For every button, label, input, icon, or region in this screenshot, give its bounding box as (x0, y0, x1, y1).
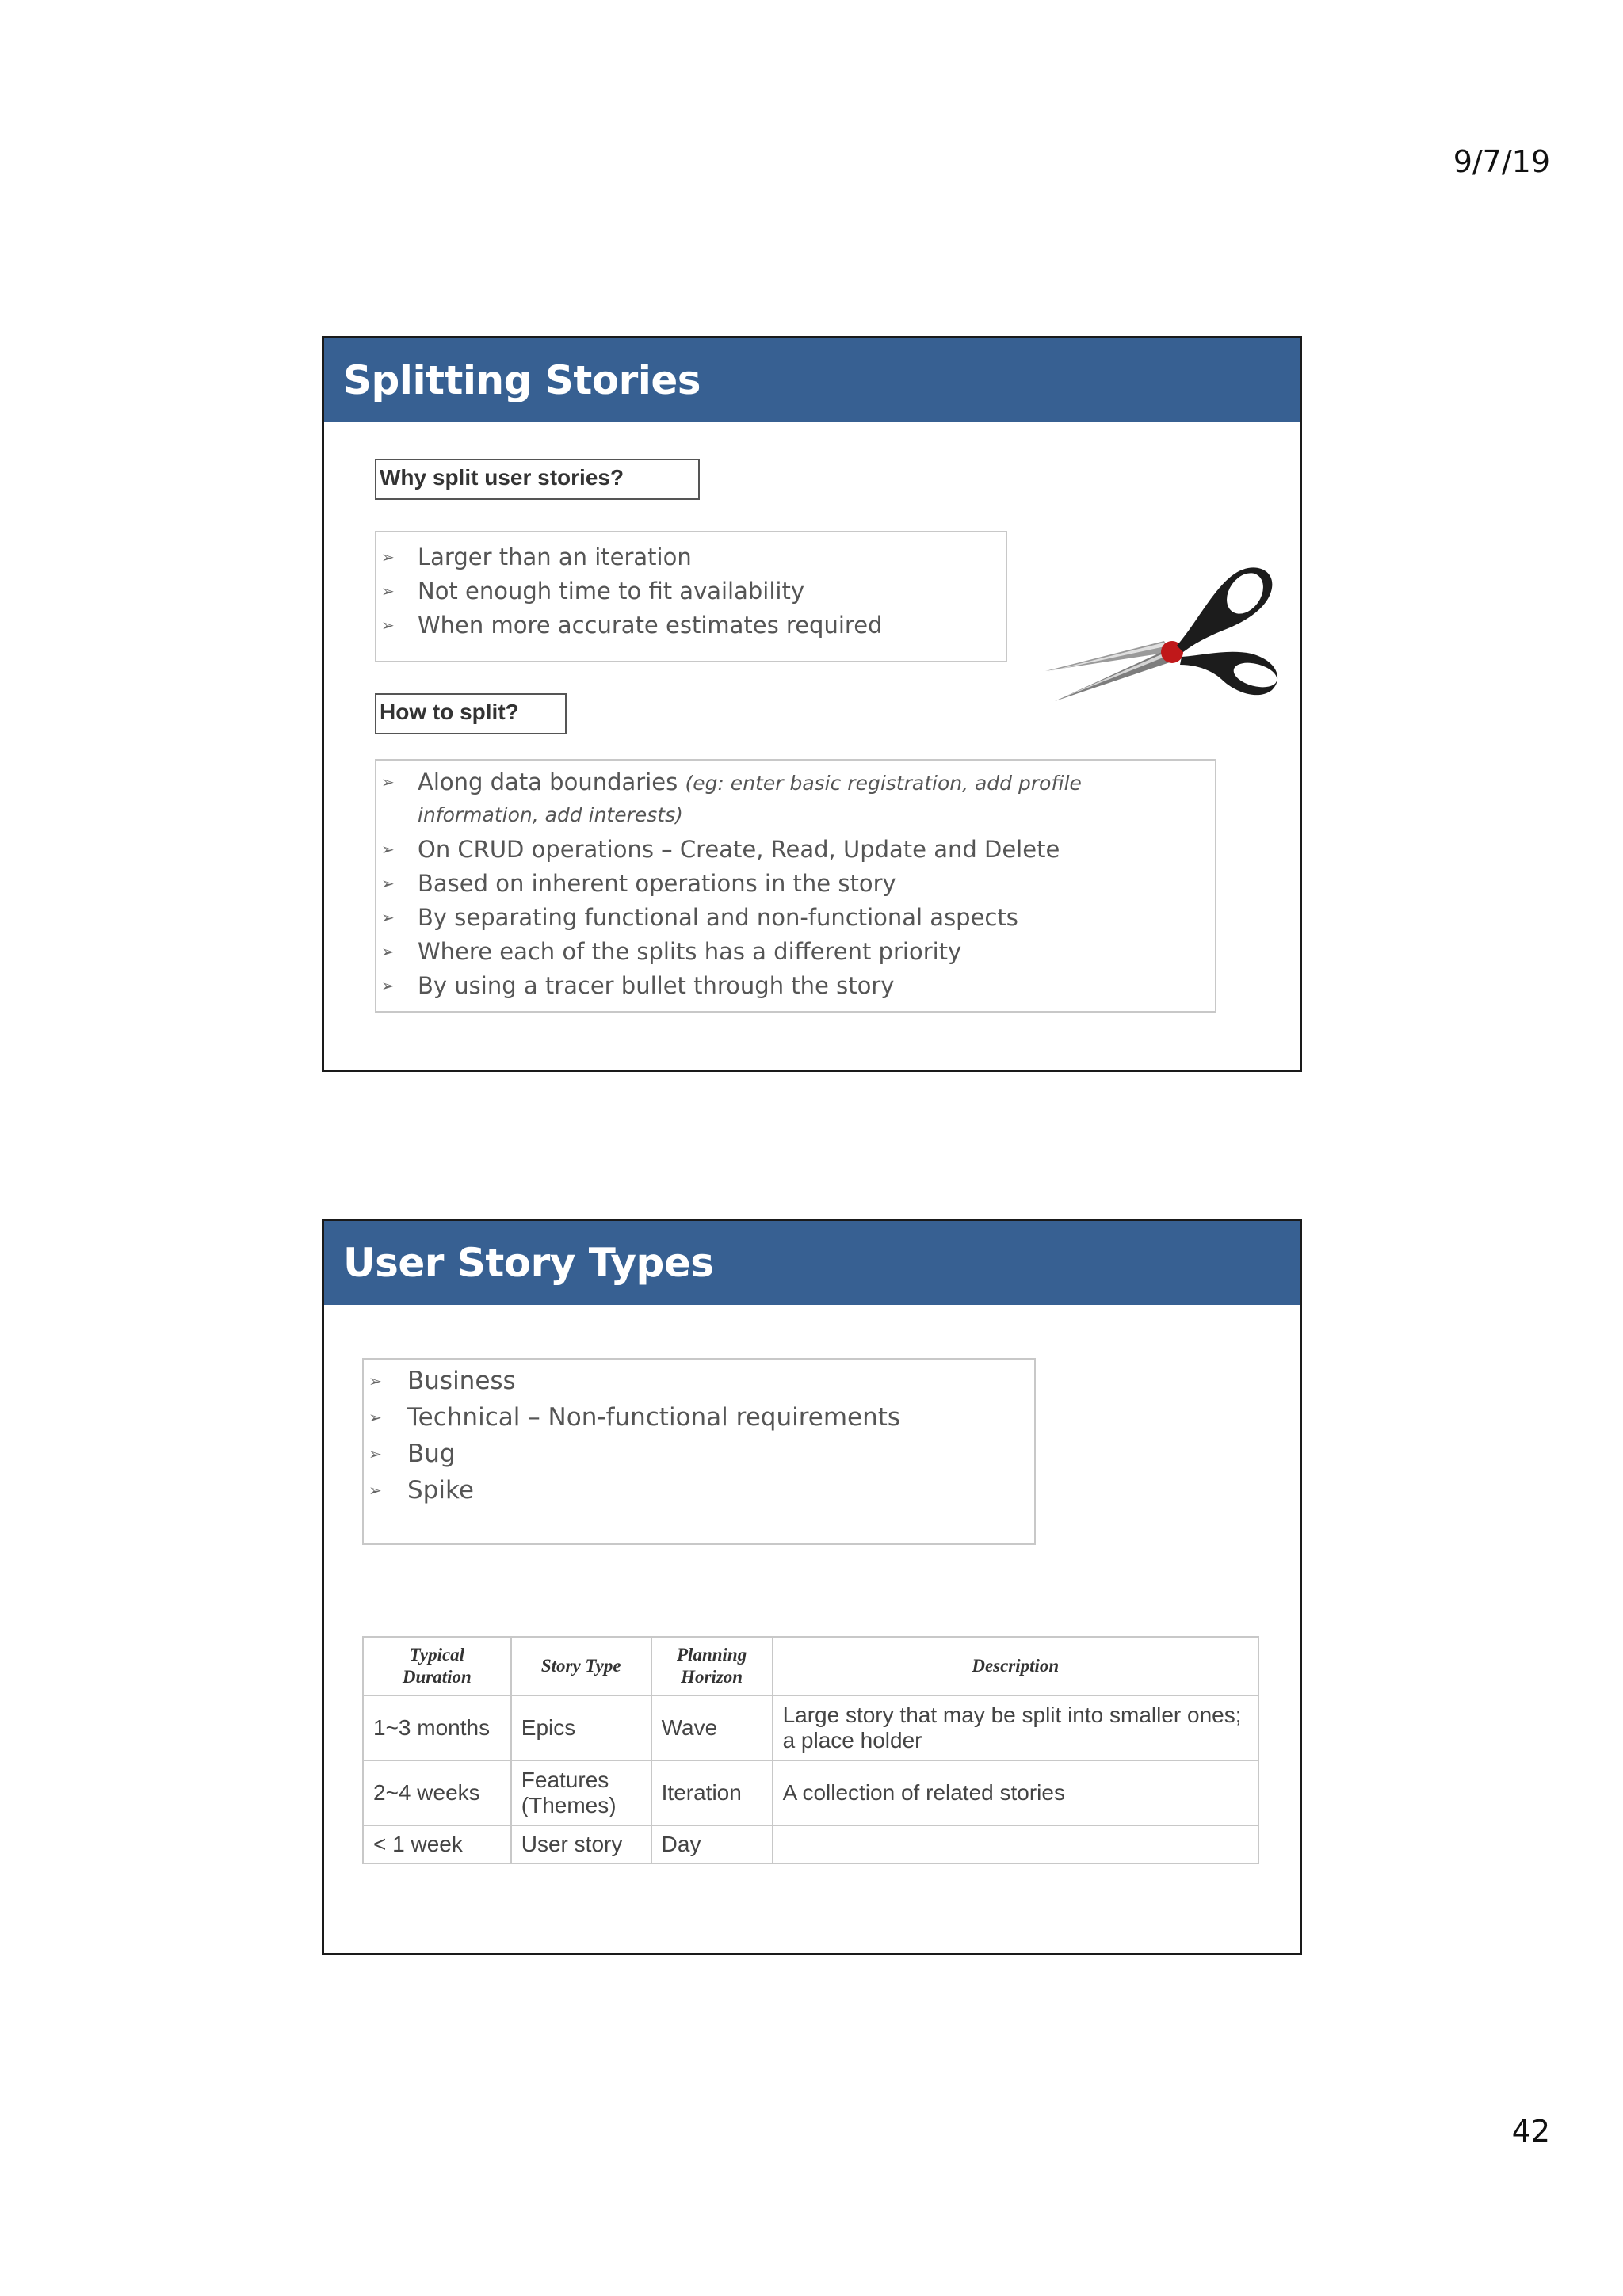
story-types-list (362, 1358, 1036, 1545)
table-cell: Large story that may be split into smaller ones; a place holder (773, 1695, 1258, 1760)
header-typical-duration: Typical Duration (363, 1637, 511, 1695)
list-item: ➢ By using a tracer bullet through the story (381, 972, 895, 999)
story-types-table (362, 1636, 1259, 1864)
table-header-row (363, 1637, 1258, 1695)
list-item: ➢ Larger than an iteration (376, 540, 1006, 574)
table-cell: User story (511, 1825, 651, 1863)
table-cell: Day (651, 1825, 773, 1863)
table-cell: Iteration (651, 1760, 773, 1825)
bullet-arrow-icon: ➢ (381, 908, 395, 927)
list-item: ➢ Along data boundaries (eg: enter basic registration, add profile information, add interests) (381, 769, 1082, 826)
list-item: ➢ Based on inherent operations in the story (381, 870, 896, 897)
slide-user-story-types (322, 1219, 1302, 1955)
table-cell: 1~3 months (363, 1695, 511, 1760)
header-planning-horizon: Planning Horizon (651, 1637, 773, 1695)
list-item: ➢ Where each of the splits has a different priority (381, 938, 962, 965)
table-row (363, 1695, 1258, 1760)
bullet-arrow-icon: ➢ (369, 1444, 382, 1463)
bullet-arrow-icon: ➢ (381, 616, 395, 635)
how-to-split-list (375, 759, 1216, 1013)
header-story-type: Story Type (511, 1637, 651, 1695)
bullet-arrow-icon: ➢ (381, 942, 395, 961)
bullet-arrow-icon: ➢ (381, 840, 395, 859)
table-cell: Features (Themes) (511, 1760, 651, 1825)
scissors-icon (1037, 544, 1291, 727)
slide-title: Splitting Stories (343, 357, 701, 403)
why-split-label: Why split user stories? (375, 459, 700, 500)
how-to-split-label: How to split? (375, 693, 567, 734)
page-number: 42 (1511, 2114, 1550, 2149)
bullet-arrow-icon: ➢ (381, 772, 395, 791)
slide-header (324, 338, 1300, 422)
slide-header (324, 1221, 1300, 1305)
table-cell: A collection of related stories (773, 1760, 1258, 1825)
header-description: Description (773, 1637, 1258, 1695)
table-row (363, 1825, 1258, 1863)
bullet-arrow-icon: ➢ (381, 547, 395, 566)
table-cell: < 1 week (363, 1825, 511, 1863)
table-cell: Wave (651, 1695, 773, 1760)
list-item: ➢ Not enough time to fit availability (376, 574, 1006, 608)
bullet-arrow-icon: ➢ (369, 1371, 382, 1390)
slide-splitting-stories (322, 336, 1302, 1072)
list-item: ➢ Technical – Non-functional requirements (364, 1399, 1034, 1436)
table-cell: 2~4 weeks (363, 1760, 511, 1825)
list-item: ➢ Business (364, 1363, 1034, 1399)
list-item: ➢ When more accurate estimates required (376, 608, 1006, 643)
bullet-arrow-icon: ➢ (369, 1408, 382, 1427)
bullet-arrow-icon: ➢ (381, 874, 395, 893)
list-item: ➢ By separating functional and non-functional aspects (381, 904, 1018, 931)
bullet-arrow-icon: ➢ (381, 582, 395, 601)
why-split-list (375, 531, 1007, 662)
page-date: 9/7/19 (1453, 144, 1550, 179)
table-cell (773, 1825, 1258, 1863)
bullet-arrow-icon: ➢ (369, 1481, 382, 1500)
slide-title: User Story Types (343, 1240, 714, 1286)
list-item: ➢ Spike (364, 1472, 1034, 1508)
table-row (363, 1760, 1258, 1825)
list-item-note: (eg: enter basic registration, add profile information, add interests) (418, 772, 1082, 826)
table-cell: Epics (511, 1695, 651, 1760)
bullet-arrow-icon: ➢ (381, 976, 395, 995)
list-item: ➢ Bug (364, 1436, 1034, 1472)
list-item: ➢ On CRUD operations – Create, Read, Update and Delete (381, 836, 1060, 863)
